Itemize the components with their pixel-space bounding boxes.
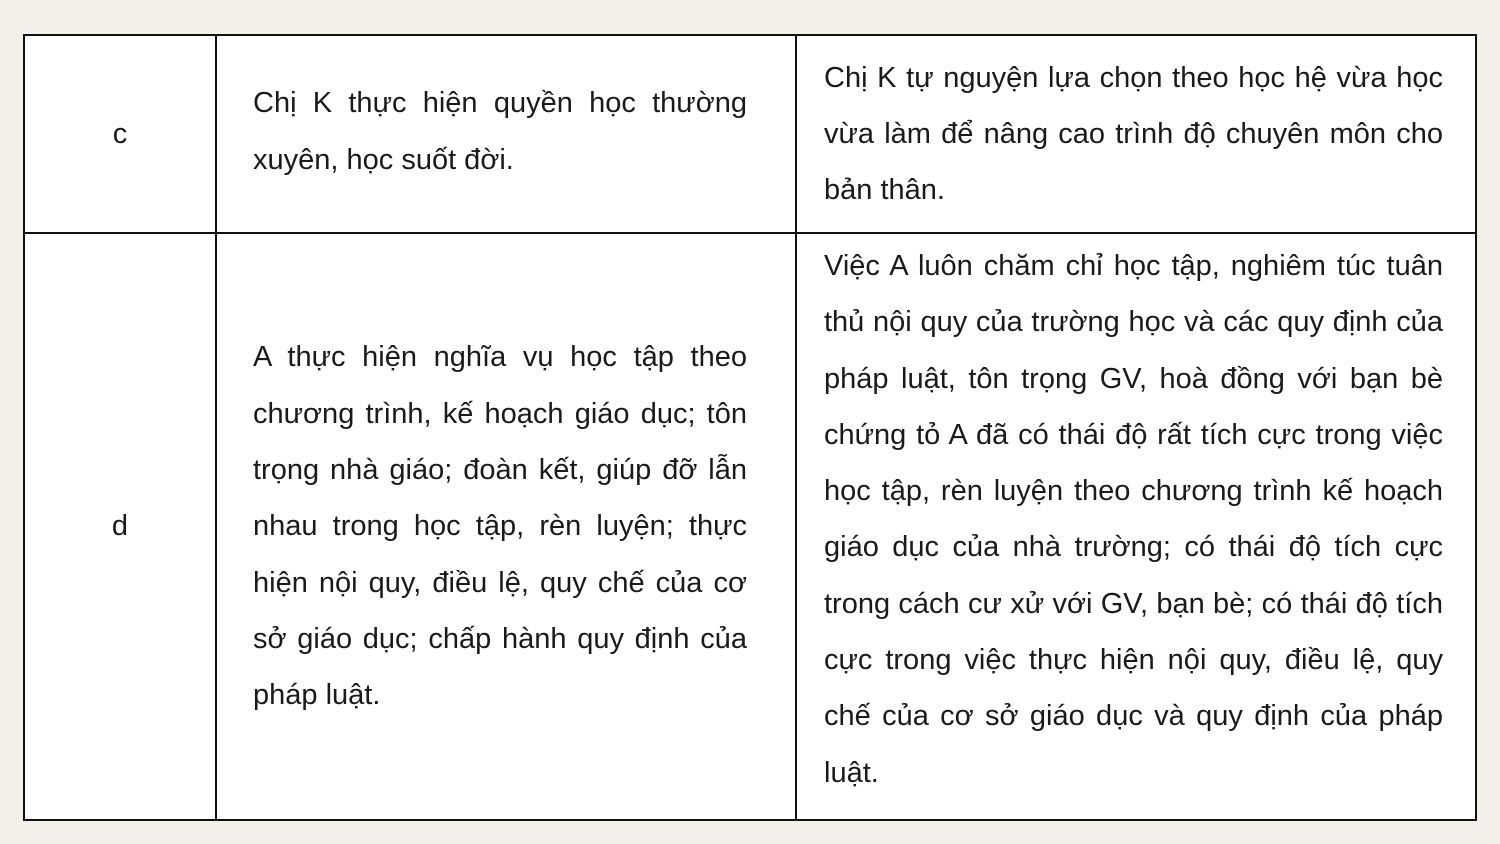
table-row <box>24 35 1476 233</box>
explanation-cell <box>796 35 1476 233</box>
situation-text: A thực hiện nghĩa vụ học tập theo chương trình, kế hoạch giáo dục; tôn trọng nhà giáo; đoàn kết, giúp đỡ lẫn nhau trong học tập, rèn luyện; thực hiện nội quy, điều lệ, quy chế của cơ sở giáo dục; chấp hành quy định của pháp luật. <box>253 341 747 712</box>
explanation-text: Chị K tự nguyện lựa chọn theo học hệ vừa học vừa làm để nâng cao trình độ chuyên môn cho bản thân. <box>824 61 1443 207</box>
situation-cell <box>216 35 796 233</box>
explanation-text: Việc A luôn chăm chỉ học tập, nghiêm túc tuân thủ nội quy của trường học và các quy định của pháp luật, tôn trọng GV, hoà đồng với bạn bè chứng tỏ A đã có thái độ rất tích cực trong việc học tập, rèn luyện theo chương trình kế hoạch giáo dục của nhà trường; có thái độ tích cực trong cách cư xử với GV, bạn bè; có thái độ tích cực trong việc thực hiện nội quy, điều lệ, quy chế của cơ sở giáo dục và quy định của pháp luật. <box>824 250 1443 789</box>
row-label-d: d <box>24 233 216 820</box>
situation-cell <box>216 233 796 820</box>
row-label-c: c <box>24 35 216 233</box>
situation-text: Chị K thực hiện quyền học thường xuyên, học suốt đời. <box>253 87 747 176</box>
table-row <box>24 233 1476 820</box>
explanation-cell <box>796 233 1476 820</box>
answer-table <box>23 34 1477 821</box>
